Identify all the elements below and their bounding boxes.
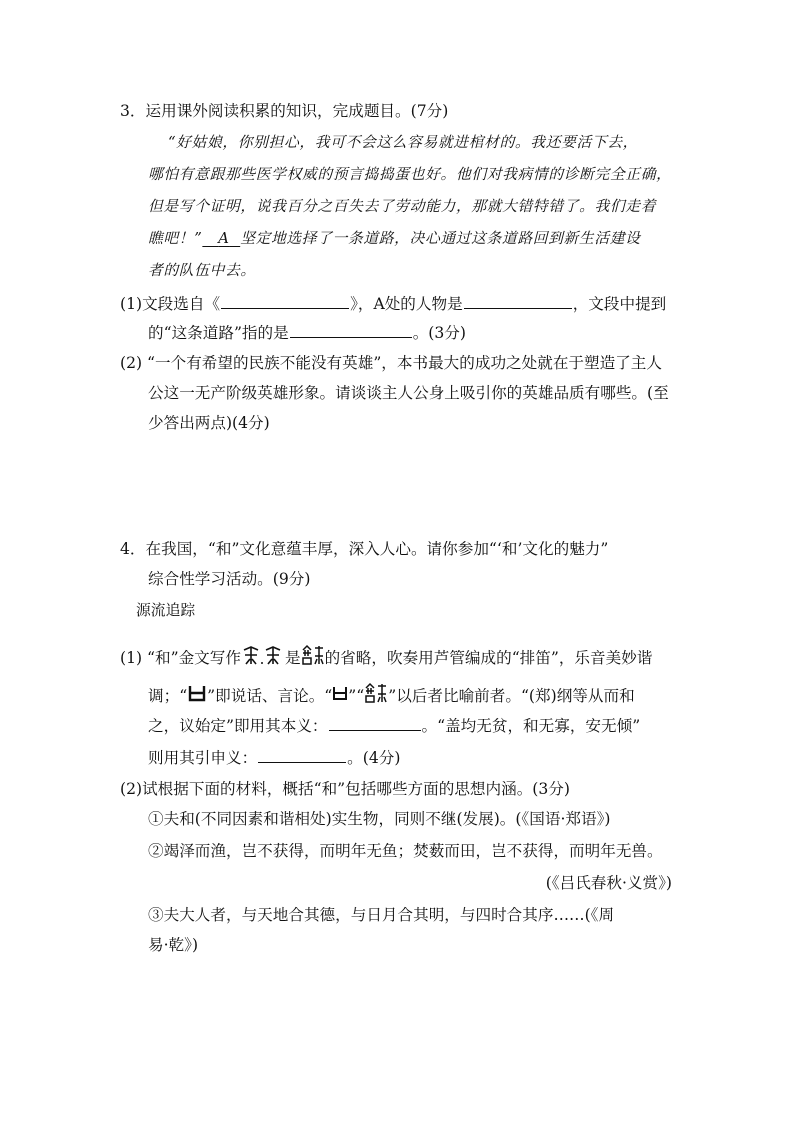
material-2-source: (《吕氏春秋·义赏》) bbox=[545, 874, 672, 892]
q3-sub2-line2: 公这一无产阶级英雄形象。请谈谈主人公身上吸引你的英雄品质有哪些。(至 bbox=[148, 384, 669, 402]
q3-passage-line-2: 哪怕有意跟那些医学权威的预言捣捣蛋也好。他们对我病情的诊断完全正确， bbox=[148, 166, 672, 183]
text: 则用其引申义： bbox=[148, 749, 258, 767]
section-title: 源流追踪 bbox=[136, 602, 196, 619]
material-3-line2: 易·乾》) bbox=[148, 936, 199, 954]
answer-blank-road[interactable] bbox=[290, 321, 412, 338]
text: (1) “和”金文写作 bbox=[120, 649, 241, 667]
text: 》，A处的人物是 bbox=[350, 295, 463, 313]
q3-sub1-line1 bbox=[120, 292, 666, 315]
text: ”“ bbox=[348, 687, 365, 705]
text: 之，议始定”即用其本义： bbox=[148, 717, 328, 735]
q3-passage-line-5: 者的队伍中去。 bbox=[148, 262, 256, 279]
q3-passage-line-3: 但是写个证明，说我百分之百失去了劳动能力，那就大错特错了。我们走着 bbox=[148, 198, 657, 215]
text: 的“这条道路”指的是 bbox=[148, 324, 289, 342]
bronze-he-full-glyph-icon bbox=[301, 644, 325, 666]
q3-heading: 3．运用课外阅读积累的知识，完成题目。(7分) bbox=[120, 102, 449, 120]
q4-s1-line2 bbox=[148, 682, 635, 707]
text: 是 bbox=[284, 649, 301, 667]
answer-blank-extended-meaning[interactable] bbox=[258, 746, 346, 763]
material-1: ①夫和(不同因素和谐相处)实生物，同则不继(发展)。(《国语·郑语》) bbox=[148, 810, 611, 828]
q4-s1-line4 bbox=[148, 746, 400, 769]
text: ”以后者比喻前者。“(郑)纲等从而和 bbox=[388, 687, 635, 705]
bronze-mouth-glyph-icon bbox=[332, 682, 348, 704]
answer-blank-book[interactable] bbox=[221, 292, 349, 309]
text: ”即说话、言论。“ bbox=[207, 687, 333, 705]
q3-passage-line-4 bbox=[148, 228, 641, 250]
text: ，文段中提到 bbox=[572, 295, 667, 313]
text: (1)文段选自《 bbox=[120, 295, 221, 313]
q4-s2-prompt: (2)试根据下面的材料，概括“和”包括哪些方面的思想内涵。(3分) bbox=[120, 780, 570, 798]
q3-passage-line-1: “好姑娘，你别担心，我可不会这么容易就进棺材的。我还要活下去， bbox=[168, 134, 639, 151]
q4-heading-line2: 综合性学习活动。(9分) bbox=[148, 570, 311, 588]
q3-sub2-line1: (2) “一个有希望的民族不能没有英雄”，本书最大的成功之处就在于塑造了主人 bbox=[120, 354, 662, 372]
bronze-he-full-glyph-icon bbox=[364, 682, 388, 704]
text: 的省略，吹奏用芦管编成的“排笛”，乐音美妙谐 bbox=[324, 649, 653, 667]
q3-sub2-line3: 少答出两点)(4分) bbox=[148, 414, 270, 432]
q3-sub1-line2 bbox=[148, 321, 466, 344]
blank-A-marker: A bbox=[218, 230, 230, 247]
material-2: ②竭泽而渔，岂不获得，而明年无鱼；焚薮而田，岂不获得，而明年无兽。 bbox=[148, 842, 663, 860]
bronze-mouth-glyph-icon bbox=[187, 682, 207, 704]
passage-text: 坚定地选择了一条道路，决心通过这条道路回到新生活建设 bbox=[240, 230, 641, 247]
text: 。(4分) bbox=[347, 749, 401, 767]
q4-s1-line3 bbox=[148, 714, 640, 737]
answer-blank-character[interactable] bbox=[464, 292, 572, 309]
q4-heading-line1: 4．在我国，“和”文化意蕴丰厚，深入人心。请你参加“‘和’文化的魅力” bbox=[120, 540, 609, 558]
text: 。“盖均无贫，和无寡，安无倾” bbox=[421, 717, 641, 735]
q4-s1-line1 bbox=[120, 644, 652, 669]
text: 调；“ bbox=[148, 687, 188, 705]
text: 。(3分) bbox=[412, 324, 466, 342]
bronze-he-glyph-icon bbox=[241, 644, 285, 666]
passage-text: 瞧吧！” bbox=[148, 230, 203, 247]
material-3-line1: ③夫大人者，与天地合其德，与日月合其明，与四时合其序……(《周 bbox=[148, 906, 615, 924]
answer-blank-original-meaning[interactable] bbox=[329, 714, 421, 731]
